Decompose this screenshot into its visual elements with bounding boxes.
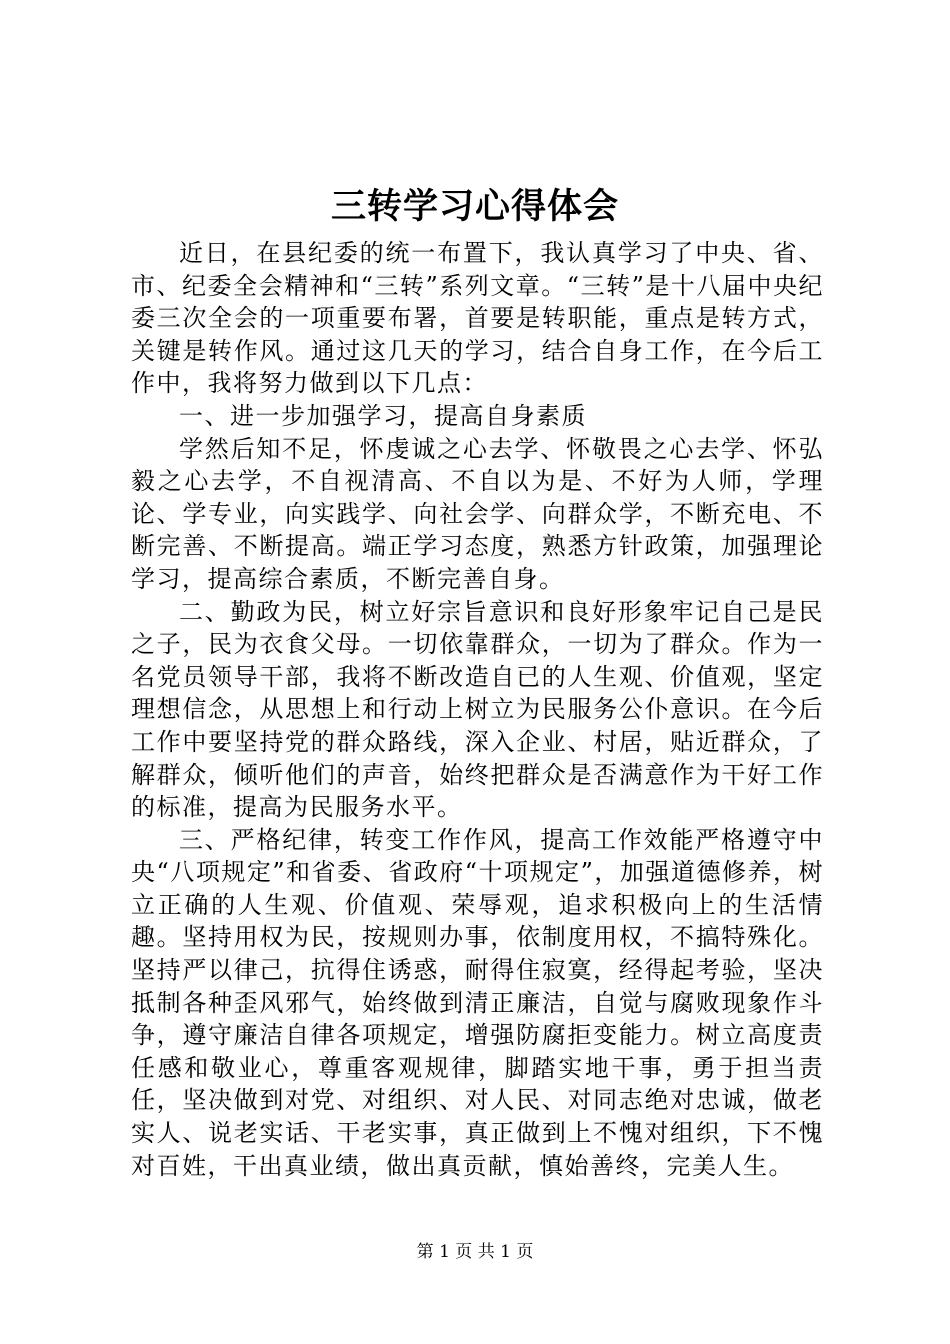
paragraph-intro: 近日，在县纪委的统一布置下，我认真学习了中央、省、市、纪委全会精神和“三转”系列文章。“三转”是十八届中央纪委三次全会的一项重要布署，首要是转职能，重点是转方式，关键是转作风。通过这几天的学习，结合自身工作，在今后工作中，我将努力做到以下几点： [131, 239, 824, 398]
document-title: 三转学习心得体会 [330, 186, 619, 227]
paragraph-section-2: 二、勤政为民，树立好宗旨意识和良好形象牢记自己是民之子，民为衣食父母。一切依靠群众，一切为了群众。作为一名党员领导干部，我将不断改造自已的人生观、价值观，坚定理想信念，从思想上和行动上树立为民服务公仆意识。在今后工作中要坚持党的群众路线，深入企业、村居，贴近群众，了解群众，倾听他们的声音，始终把群众是否满意作为干好工作的标准，提高为民服务水平。 [131, 597, 824, 822]
page-number-footer: 第 1 页 共 1 页 [416, 1242, 534, 1262]
section-heading-1: 一、进一步加强学习，提高自身素质 [179, 401, 587, 430]
paragraph-section-3: 三、严格纪律，转变工作作风，提高工作效能严格遵守中央“八项规定”和省委、省政府“十项规定”，加强道德修养，树立正确的人生观、价值观、荣辱观，追求积极向上的生活情趣。坚持用权为民，按规则办事，依制度用权，不搞特殊化。坚持严以律己，抗得住诱惑，耐得住寂寞，经得起考验，坚决抵制各种歪风邪气，始终做到清正廉洁，自觉与腐败现象作斗争，遵守廉洁自律各项规定，增强防腐拒变能力。树立高度责任感和敬业心，尊重客观规律，脚踏实地干事，勇于担当责任，坚决做到对党、对组织、对人民、对同志绝对忠诚，做老实人、说老实话、干老实事，真正做到上不愧对组织，下不愧对百姓，干出真业绩，做出真贡献，慎始善终，完美人生。 [131, 825, 824, 1180]
document-body [131, 237, 824, 1182]
paragraph-study: 学然后知不足，怀虔诚之心去学、怀敬畏之心去学、怀弘毅之心去学，不自视清高、不自以为是、不好为人师，学理论、学专业，向实践学、向社会学、向群众学，不断充电、不断完善、不断提高。端正学习态度，熟悉方针政策，加强理论学习，提高综合素质，不断完善自身。 [131, 434, 824, 593]
